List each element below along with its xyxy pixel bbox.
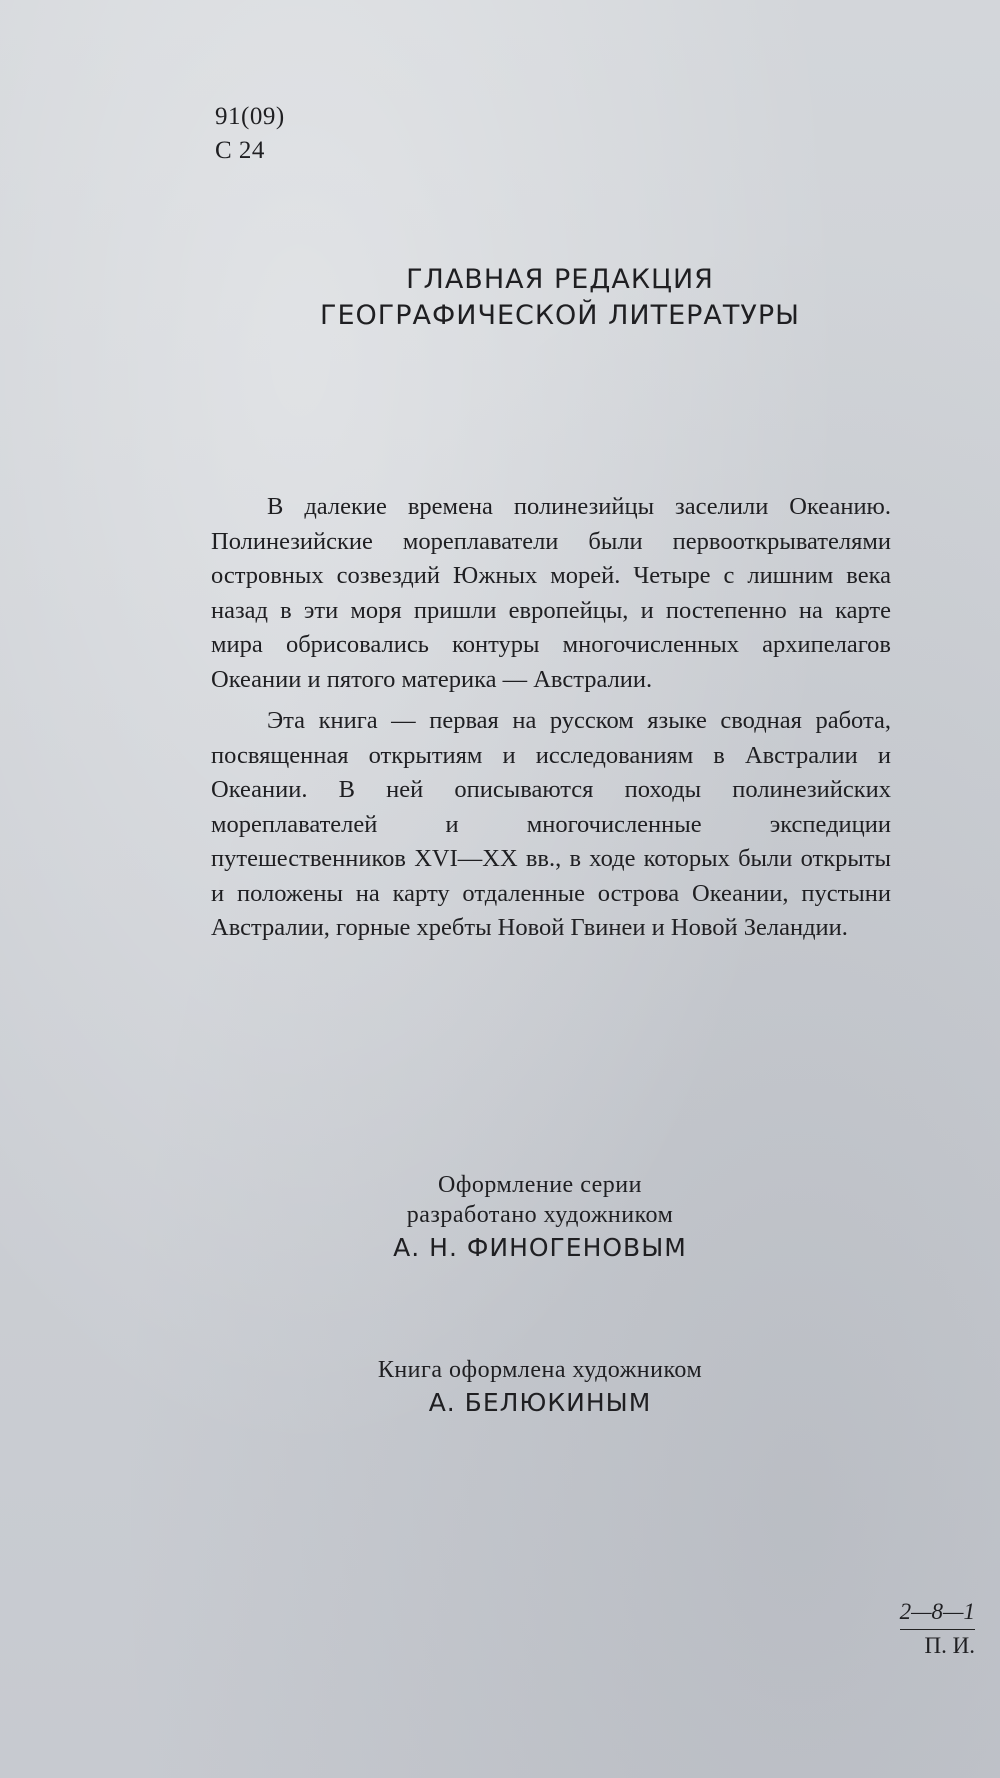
udc-index: 91(09)	[215, 103, 285, 130]
print-code-numerator: 2—8—1	[900, 1597, 975, 1630]
publisher-line-2: ГЕОГРАФИЧЕСКОЙ ЛИТЕРАТУРЫ	[320, 300, 800, 331]
publisher-heading	[260, 262, 860, 334]
classification-code	[215, 100, 285, 168]
series-design-artist: А. Н. ФИНОГЕНОВЫМ	[393, 1233, 687, 1262]
book-design-line-1: Книга оформлена художником	[377, 1357, 703, 1383]
series-design-credit	[300, 1170, 780, 1266]
book-design-artist: А. БЕЛЮКИНЫМ	[428, 1388, 652, 1417]
print-code	[885, 1597, 975, 1661]
annotation-paragraph-2: Эта книга — первая на русском языке сводная работа, посвященная открытиям и исследованиям в Австралии и Океании. В ней описываются походы полинезийских мореплавателей и многочисленные экспедиции путешественников XVI—XX вв., в ходе которых были открыты и положены на карту отдаленные острова Океании, пустыни Австралии, горные хребты Новой Гвинеи и Новой Зеландии.	[211, 707, 891, 941]
book-design-credit	[300, 1355, 780, 1421]
series-design-line-2: разработано художником	[406, 1202, 674, 1228]
annotation	[211, 490, 891, 953]
author-mark: С 24	[215, 137, 265, 164]
publisher-line-1: ГЛАВНАЯ РЕДАКЦИЯ	[406, 264, 714, 295]
print-code-denominator: П. И.	[924, 1633, 975, 1658]
annotation-paragraph-1: В далекие времена полинезийцы заселили Океанию. Полинезийские мореплаватели были первооткрывателями островных созвездий Южных морей. Четыре с лишним века назад в эти моря пришли европейцы, и постепенно на карте мира обрисовались контуры многочисленных архипелагов Океании и пятого материка — Австралии.	[211, 493, 891, 693]
series-design-line-1: Оформление серии	[438, 1172, 642, 1198]
